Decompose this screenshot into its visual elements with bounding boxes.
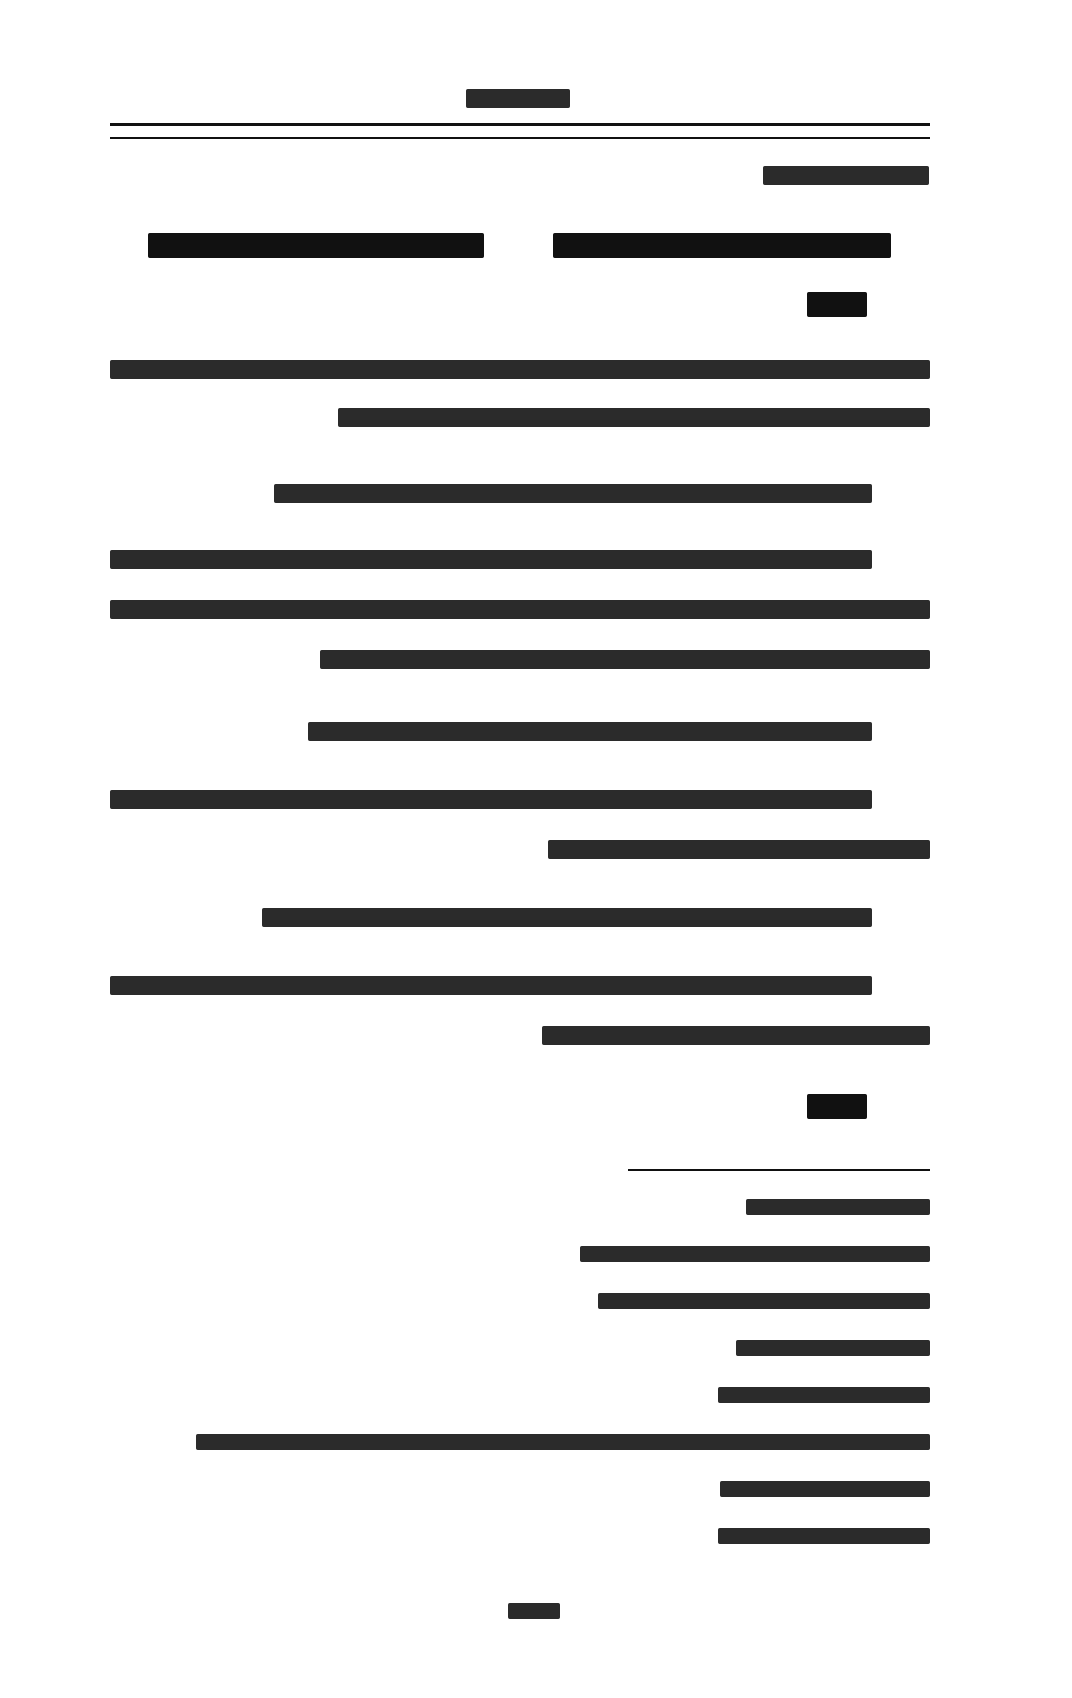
footnote-placeholder (598, 1293, 930, 1309)
text-line-placeholder (320, 650, 930, 669)
manuscript-ref-placeholder (807, 292, 867, 317)
running-header-placeholder (466, 89, 570, 108)
text-line-placeholder (110, 360, 930, 379)
text-line-placeholder (110, 976, 872, 995)
footnote-placeholder (720, 1481, 930, 1497)
footnote-placeholder (736, 1340, 930, 1356)
header-rule-top (110, 123, 930, 126)
text-line-placeholder (110, 790, 872, 809)
footnote-placeholder (718, 1387, 930, 1403)
text-line-placeholder (308, 722, 872, 741)
text-line-placeholder (110, 550, 872, 569)
manuscript-ref-placeholder (807, 1094, 867, 1119)
footnote-placeholder (580, 1246, 930, 1262)
text-line-placeholder (338, 408, 930, 427)
footnote-placeholder (196, 1434, 930, 1450)
footnote-placeholder (746, 1199, 930, 1215)
text-line-placeholder (542, 1026, 930, 1045)
text-line-placeholder (262, 908, 872, 927)
page-number-placeholder (508, 1603, 560, 1619)
text-line-placeholder (274, 484, 872, 503)
footnote-separator (628, 1169, 930, 1171)
header-rule-bottom (110, 137, 930, 139)
text-line-placeholder (548, 840, 930, 859)
text-line-placeholder (763, 166, 929, 185)
footnote-placeholder (718, 1528, 930, 1544)
text-line-placeholder (110, 600, 930, 619)
